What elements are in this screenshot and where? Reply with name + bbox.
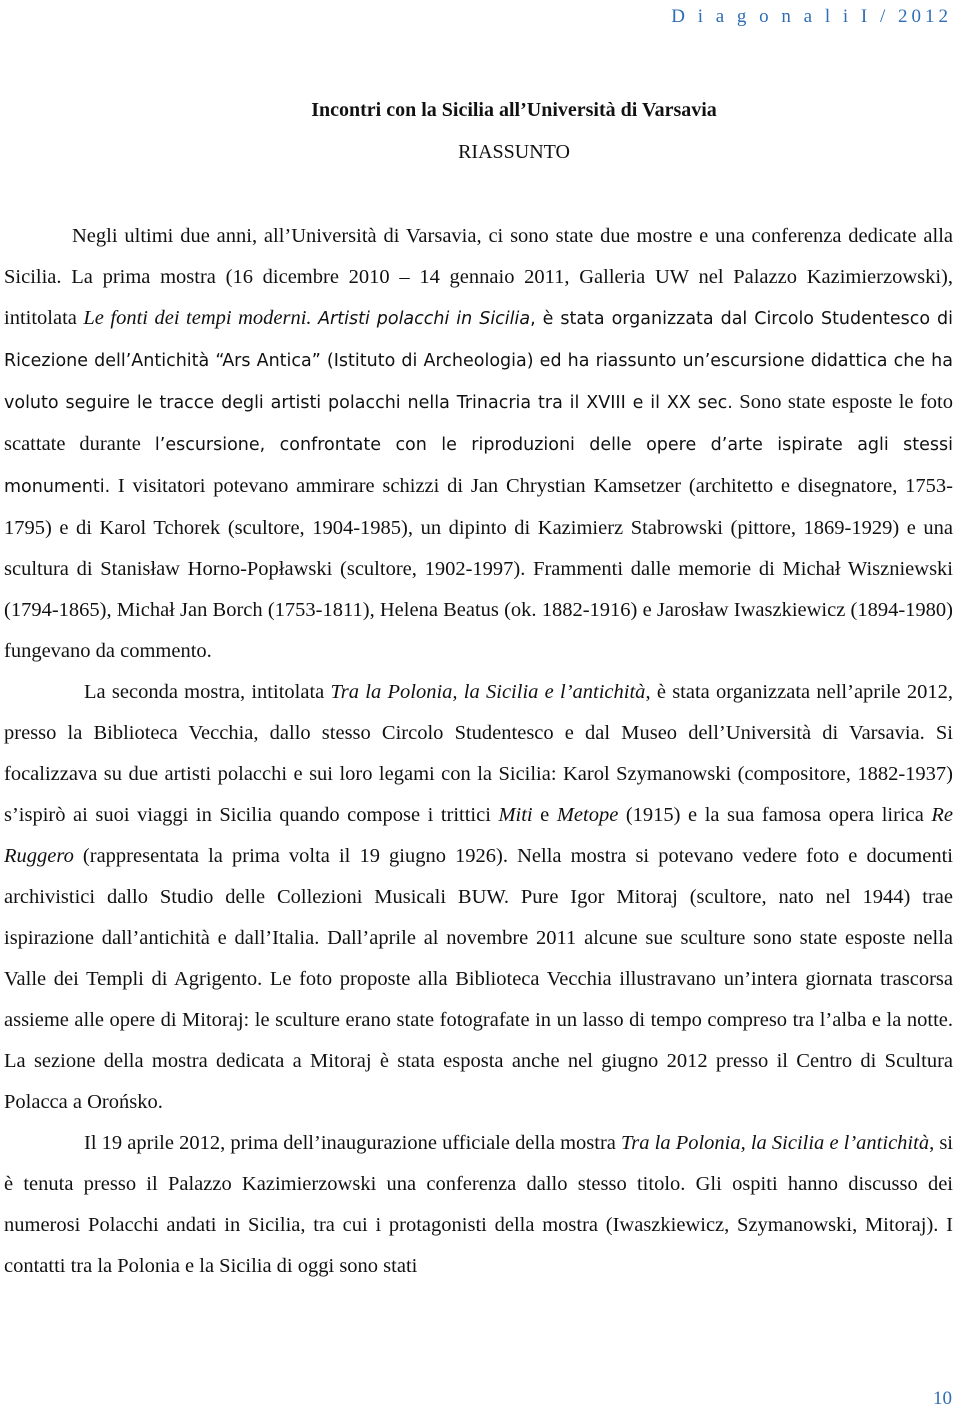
- p1-text-d: , è stata organizzata dal Circolo Studentesco di Ricezione dell’Antichità “Ars Antica” (Istituto di Archeologia) ed ha riassunto un’escursione didattica che ha voluto seguire le tracce degli artisti polacchi nella Trinacria tra il XVIII e il XX sec.: [4, 309, 953, 413]
- p1-text-a: Negli ultimi due anni, all’Università di Varsavia, ci sono state due mostre e una conferenza dedicate alla Sicilia. La prima mostra (16 dicembre 2010 – 14 gennaio 2011, Galleria UW nel Palazzo Kazimierzowski), intitolata: [4, 225, 953, 329]
- p1-text-e: Sono state esposte le foto scattate durante: [4, 391, 953, 455]
- p2-text-i: (rappresentata la prima volta il 19 giugno 1926). Nella mostra si potevano vedere foto e documenti archivistici dallo Studio delle Collezioni Musicali BUW. Pure Igor Mitoraj (scultore, nato nel 1944) trae ispirazione dall’antichità e dall’Italia. Dall’aprile al novembre 2011 alcune sue sculture sono state esposte nella Valle dei Templi di Agrigento. Le foto proposte alla Biblioteca Vecchia illustravano un’intera giornata trascorsa assieme alle opere di Mitoraj: le sculture erano state fotografate in un lasso di tempo compreso tra l’alba e la notte. La sezione della mostra dedicata a Mitoraj è stata esposta anche nel giugno 2012 presso il Centro di Scultura Polacca a Orońsko.: [4, 845, 953, 1113]
- p3-italic-exhibit: Tra la Polonia, la Sicilia e l’antichità: [621, 1132, 930, 1154]
- journal-header: D i a g o n a l i I / 2012: [671, 6, 952, 27]
- page-number: 10: [933, 1388, 952, 1409]
- paragraph-2: [4, 672, 953, 1123]
- p2-italic-miti: Miti: [498, 804, 533, 826]
- p2-text-e: e: [532, 804, 557, 826]
- p2-italic-re-ruggero: Re Ruggero: [4, 804, 953, 867]
- article-title: Incontri con la Sicilia all’Università di Varsavia: [311, 99, 717, 121]
- p1-text-g: I visitatori potevano ammirare schizzi di Jan Chrystian Kamsetzer (architetto e disegnatore, 1753-1795) e di Karol Tchorek (scultore, 1904-1985), un dipinto di Kazimierz Stabrowski (pittore, 1869-1929) e una scultura di Stanisław Horno-Popławski (scultore, 1902-1997). Frammenti dalle memorie di Michał Wiszniewski (1794-1865), Michał Jan Borch (1753-1811), Helena Beatus (ok. 1882-1916) e Jarosław Iwaszkiewicz (1894-1980) fungevano da commento.: [4, 475, 953, 662]
- p1-italic-subtitle: Artisti polacchi in Sicilia: [318, 309, 531, 329]
- paragraph-3: [4, 1123, 953, 1287]
- p1-italic-title: Le fonti dei tempi moderni.: [83, 307, 319, 329]
- p2-italic-exhibit: Tra la Polonia, la Sicilia e l’antichità: [330, 681, 646, 703]
- p2-italic-metope: Metope: [556, 804, 619, 826]
- p3-text-c: , si è tenuta presso il Palazzo Kazimierzowski una conferenza dallo stesso titolo. Gli ospiti hanno discusso dei numerosi Polacchi andati in Sicilia, tra cui i protagonisti della mostra (Iwaszkiewicz, Szymanowski, Mitoraj). I contatti tra la Polonia e la Sicilia di oggi sono stati: [4, 1132, 954, 1277]
- article-body: [4, 216, 953, 1287]
- p2-text-g: (1915) e la sua famosa opera lirica: [618, 804, 932, 826]
- paragraph-1: [4, 216, 953, 672]
- p3-text-a: Il 19 aprile 2012, prima dell’inaugurazione ufficiale della mostra: [84, 1132, 621, 1154]
- p2-text-c: , è stata organizzata nell’aprile 2012, presso la Biblioteca Vecchia, dallo stesso Circolo Studentesco e dal Museo dell’Università di Varsavia. Si focalizzava su due artisti polacchi e sui loro legami con la Sicilia: Karol Szymanowski (compositore, 1882-1937) s’ispirò ai suoi viaggi in Sicilia quando compose i trittici: [4, 681, 954, 826]
- article-subtitle: RIASSUNTO: [458, 141, 570, 163]
- p2-text-a: La seconda mostra, intitolata: [84, 681, 331, 703]
- p1-text-f: l’escursione, confrontate con le riproduzioni delle opere d’arte ispirate agli stessi monumenti.: [4, 435, 953, 497]
